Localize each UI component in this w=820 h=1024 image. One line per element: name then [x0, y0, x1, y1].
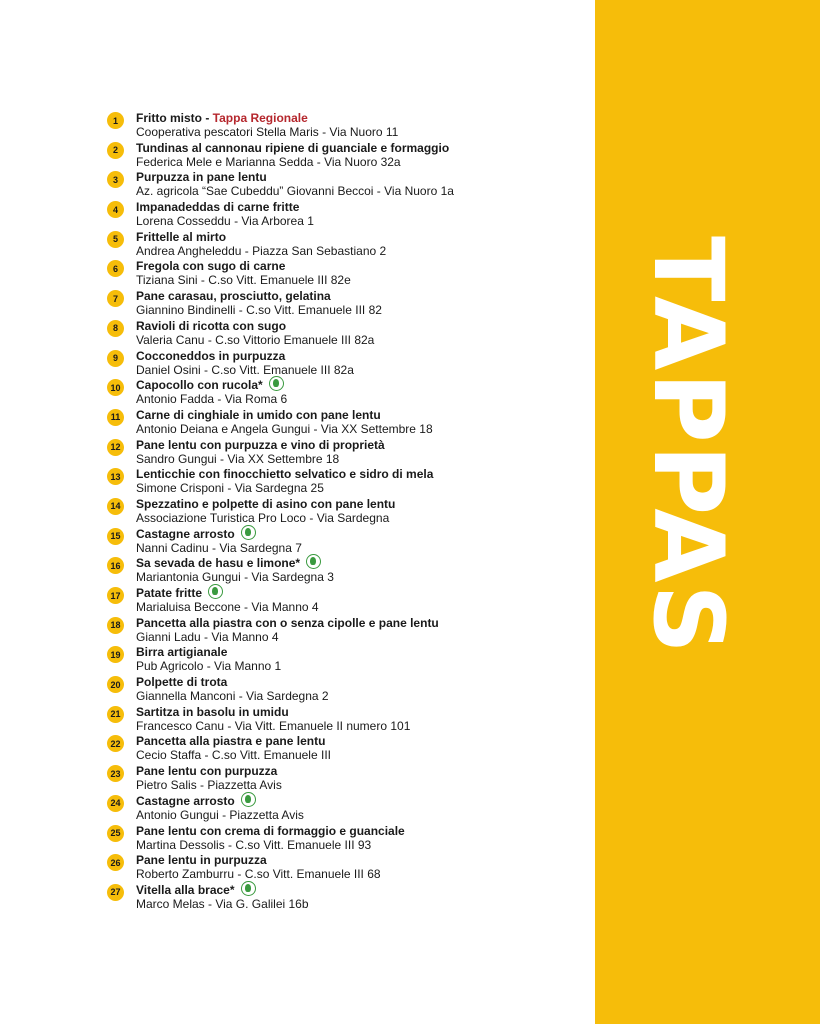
stop-host: Associazione Turistica Pro Loco - Via Sardegna — [136, 510, 390, 525]
stop-dish-line — [136, 764, 277, 779]
stop-number-badge: 16 — [107, 557, 124, 574]
stop-number-badge: 22 — [107, 735, 124, 752]
list-item — [107, 319, 587, 349]
vegetarian-icon — [241, 792, 256, 807]
list-item — [107, 141, 587, 171]
side-title: TAPPAS — [632, 236, 744, 656]
stop-number-badge: 7 — [107, 290, 124, 307]
list-item — [107, 853, 587, 883]
vegetarian-icon — [208, 584, 223, 599]
list-item — [107, 170, 587, 200]
stop-host: Daniel Osini - C.so Vitt. Emanuele III 82a — [136, 362, 354, 377]
stop-dish: Spezzatino e polpette di asino con pane lentu — [136, 496, 396, 511]
list-item — [107, 111, 587, 141]
stop-number-badge: 15 — [107, 528, 124, 545]
stop-host: Cooperativa pescatori Stella Maris - Via Nuoro 11 — [136, 125, 399, 139]
stop-number-badge: 26 — [107, 854, 124, 871]
stop-dish: Frittelle al mirto — [136, 229, 227, 244]
stop-highlight-label: Tappa Regionale — [212, 111, 308, 125]
stop-host: Simone Crisponi - Via Sardegna 25 — [136, 481, 324, 496]
stop-dish-line — [136, 556, 321, 571]
stop-host: Marialuisa Beccone - Via Manno 4 — [136, 600, 319, 614]
stop-host: Martina Dessolis - C.so Vitt. Emanuele III 93 — [136, 837, 372, 852]
stop-host: Mariantonia Gungui - Via Sardegna 3 — [136, 570, 334, 585]
stop-dish: Birra artigianale — [136, 645, 228, 660]
stop-host: Tiziana Sini - C.so Vitt. Emanuele III 82e — [136, 273, 351, 288]
stop-dish: Polpette di trota — [136, 675, 228, 690]
stop-dish-line — [136, 408, 381, 423]
list-item — [107, 764, 587, 794]
stop-number-badge: 11 — [107, 409, 124, 426]
stop-dish: Pane lentu con purpuzza — [136, 764, 278, 779]
stop-dish-line — [136, 734, 325, 749]
stop-dish: Purpuzza in pane lentu — [136, 170, 267, 185]
stop-dish: Lenticchie con finocchietto selvatico e sidro di mela — [136, 467, 434, 482]
vegetarian-icon — [306, 554, 321, 569]
stop-host: Roberto Zamburru - C.so Vitt. Emanuele III 68 — [136, 867, 381, 882]
stop-host: Pietro Salis - Piazzetta Avis — [136, 778, 282, 793]
list-item — [107, 289, 587, 319]
stop-dish-line — [136, 645, 227, 660]
stop-number-badge: 19 — [107, 646, 124, 663]
stop-dish-line — [136, 170, 267, 185]
stop-dish-line — [136, 319, 286, 334]
stop-host: Marco Melas - Via G. Galilei 16b — [136, 896, 309, 911]
stop-number-badge: 24 — [107, 795, 124, 812]
stop-dish: Pane lentu con purpuzza e vino di proprietà — [136, 437, 385, 452]
stop-dish: Castagne arrosto — [136, 793, 235, 808]
stop-dish-line — [136, 883, 256, 898]
stop-dish-line — [136, 259, 285, 274]
list-item — [107, 230, 587, 260]
stop-host: Cecio Staffa - C.so Vitt. Emanuele III — [136, 748, 331, 763]
list-item — [107, 705, 587, 735]
stop-number-badge: 23 — [107, 765, 124, 782]
list-item — [107, 408, 587, 438]
stop-number-badge: 20 — [107, 676, 124, 693]
stop-dish: Fregola con sugo di carne — [136, 259, 286, 274]
stop-separator: - — [202, 111, 213, 125]
stop-dish-line — [136, 705, 289, 720]
list-item — [107, 259, 587, 289]
vegetarian-icon — [241, 525, 256, 540]
stop-dish-line — [136, 230, 226, 245]
stop-dish: Sa sevada de hasu e limone* — [136, 556, 301, 571]
stop-dish-line — [136, 111, 308, 126]
stop-dish: Pane carasau, prosciutto, gelatina — [136, 289, 331, 304]
list-item — [107, 527, 587, 557]
list-item — [107, 467, 587, 497]
stop-number-badge: 18 — [107, 617, 124, 634]
list-item — [107, 378, 587, 408]
stop-dish: Pancetta alla piastra e pane lentu — [136, 734, 326, 749]
stop-host: Antonio Deiana e Angela Gungui - Via XX Settembre 18 — [136, 421, 433, 436]
stop-number-badge: 4 — [107, 201, 124, 218]
stop-dish-line — [136, 824, 405, 839]
stop-dish: Sartitza in basolu in umidu — [136, 704, 289, 719]
stop-host: Giannino Bindinelli - C.so Vitt. Emanuele III 82 — [136, 303, 382, 318]
stop-host: Valeria Canu - C.so Vittorio Emanuele III 82a — [136, 332, 375, 347]
stops-list — [107, 111, 587, 913]
stop-dish-line — [136, 527, 256, 542]
stop-number-badge: 14 — [107, 498, 124, 515]
list-item — [107, 824, 587, 854]
stop-dish-line — [136, 675, 227, 690]
vegetarian-icon — [269, 376, 284, 391]
stop-dish-line — [136, 438, 385, 453]
stop-dish: Castagne arrosto — [136, 526, 235, 541]
stop-dish-line — [136, 586, 223, 601]
list-item — [107, 883, 587, 913]
stop-dish-line — [136, 378, 284, 393]
stop-dish: Vitella alla brace* — [136, 882, 235, 897]
stop-number-badge: 10 — [107, 379, 124, 396]
list-item — [107, 438, 587, 468]
stop-dish-line — [136, 467, 433, 482]
stop-host: Gianni Ladu - Via Manno 4 — [136, 629, 279, 644]
stop-dish: Pane lentu con crema di formaggio e guanciale — [136, 823, 405, 838]
stop-number-badge: 12 — [107, 439, 124, 456]
stop-number-badge: 1 — [107, 112, 124, 129]
list-item — [107, 734, 587, 764]
stop-dish: Ravioli di ricotta con sugo — [136, 318, 287, 333]
stop-dish: Cocconeddos in purpuzza — [136, 348, 286, 363]
stop-dish-line — [136, 853, 267, 868]
stop-dish-line — [136, 289, 331, 304]
stop-number-badge: 27 — [107, 884, 124, 901]
stop-number-badge: 8 — [107, 320, 124, 337]
list-item — [107, 586, 587, 616]
stop-host: Andrea Angheleddu - Piazza San Sebastiano 2 — [136, 243, 387, 258]
stop-host: Antonio Fadda - Via Roma 6 — [136, 392, 288, 407]
stop-dish: Pancetta alla piastra con o senza cipolle e pane lentu — [136, 615, 439, 630]
stop-dish: Pane lentu in purpuzza — [136, 853, 267, 868]
stop-dish: Capocollo con rucola* — [136, 378, 263, 393]
stop-dish: Fritto misto — [136, 111, 202, 125]
stop-number-badge: 21 — [107, 706, 124, 723]
list-item — [107, 645, 587, 675]
stop-host: Federica Mele e Marianna Sedda - Via Nuoro 32a — [136, 154, 401, 169]
stop-dish-line — [136, 616, 439, 631]
list-item — [107, 616, 587, 646]
stop-dish-line — [136, 794, 256, 809]
stop-number-badge: 3 — [107, 171, 124, 188]
stop-number-badge: 25 — [107, 825, 124, 842]
stop-host: Francesco Canu - Via Vitt. Emanuele II numero 101 — [136, 718, 411, 733]
stop-host: Antonio Gungui - Piazzetta Avis — [136, 807, 304, 822]
stop-dish-line — [136, 200, 299, 215]
list-item — [107, 556, 587, 586]
stop-host: Sandro Gungui - Via XX Settembre 18 — [136, 451, 340, 466]
stop-dish: Tundinas al cannonau ripiene di guanciale e formaggio — [136, 140, 450, 155]
stop-dish-line — [136, 497, 395, 512]
stop-host: Lorena Cosseddu - Via Arborea 1 — [136, 214, 314, 229]
stop-dish: Patate fritte — [136, 586, 203, 600]
list-item — [107, 675, 587, 705]
list-item — [107, 794, 587, 824]
stop-dish: Carne di cinghiale in umido con pane lentu — [136, 407, 381, 422]
stop-number-badge: 17 — [107, 587, 124, 604]
stop-dish: Impanadeddas di carne fritte — [136, 200, 300, 215]
stop-dish-line — [136, 141, 449, 156]
list-item — [107, 349, 587, 379]
stop-dish-line — [136, 349, 285, 364]
stop-host: Nanni Cadinu - Via Sardegna 7 — [136, 540, 302, 555]
list-item — [107, 200, 587, 230]
stop-number-badge: 6 — [107, 260, 124, 277]
vegetarian-icon — [241, 881, 256, 896]
stop-number-badge: 13 — [107, 468, 124, 485]
stop-host: Pub Agricolo - Via Manno 1 — [136, 659, 282, 674]
stop-number-badge: 2 — [107, 142, 124, 159]
stop-number-badge: 5 — [107, 231, 124, 248]
stop-host: Giannella Manconi - Via Sardegna 2 — [136, 689, 329, 704]
stop-host: Az. agricola “Sae Cubeddu” Giovanni Beccoi - Via Nuoro 1a — [136, 184, 454, 199]
stop-number-badge: 9 — [107, 350, 124, 367]
list-item — [107, 497, 587, 527]
